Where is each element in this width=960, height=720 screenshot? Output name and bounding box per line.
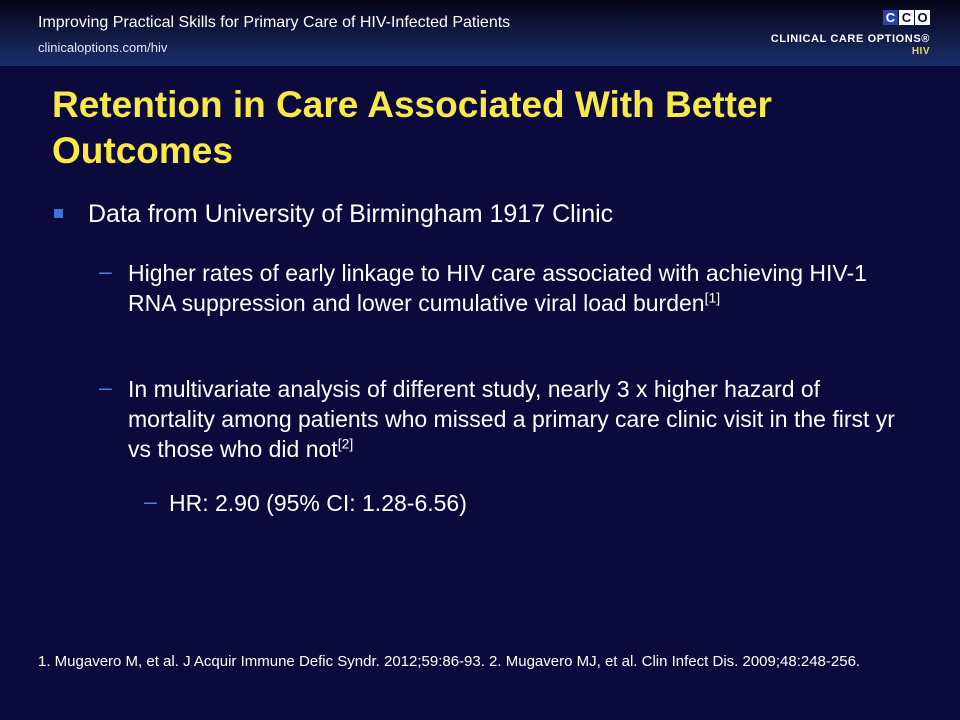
dash-bullet-icon: – [144,488,157,514]
sub-bullet-text [128,374,908,464]
clinical-care-options-logo [770,8,932,58]
sub-bullet-body: In multivariate analysis of different study, nearly 3 x higher hazard of mortality among patients who missed a primary care clinic visit in the first yr vs those who did not [128,376,895,462]
slide-title: Retention in Care Associated With Better Outcomes [52,84,772,171]
sub-bullet-body: Higher rates of early linkage to HIV care associated with achieving HIV-1 RNA suppression and lower cumulative viral load burden [128,260,867,316]
logo-name: CLINICAL CARE OPTIONS [770,33,922,45]
logo-sub: HIV [911,46,930,57]
citation-ref: [1] [704,289,721,306]
references-footnote: 1. Mugavero M, et al. J Acquir Immune Defic Syndr. 2012;59:86-93. 2. Mugavero MJ, et al. Clin Infect Dis. 2009;48:248-256. [38,653,861,670]
logo-trademark: ® [921,33,930,45]
logo-letter: C [883,10,898,25]
sub-sub-bullet-text: HR: 2.90 (95% CI: 1.28-6.56) [169,490,467,516]
site-url: clinicaloptions.com/hiv [38,40,168,55]
dash-bullet-icon: – [99,258,112,284]
citation-ref: [2] [337,435,354,452]
bullet-text: Data from University of Birmingham 1917 Clinic [88,200,614,228]
dash-bullet-icon: – [99,374,112,400]
logo-wordmark [771,33,930,45]
course-title: Improving Practical Skills for Primary Care of HIV-Infected Patients [38,14,511,31]
square-bullet-icon [54,209,63,218]
logo-letter: C [899,10,914,25]
logo-letter-boxes [883,10,930,25]
logo-letter: O [915,10,930,25]
sub-bullet-text [128,258,908,318]
